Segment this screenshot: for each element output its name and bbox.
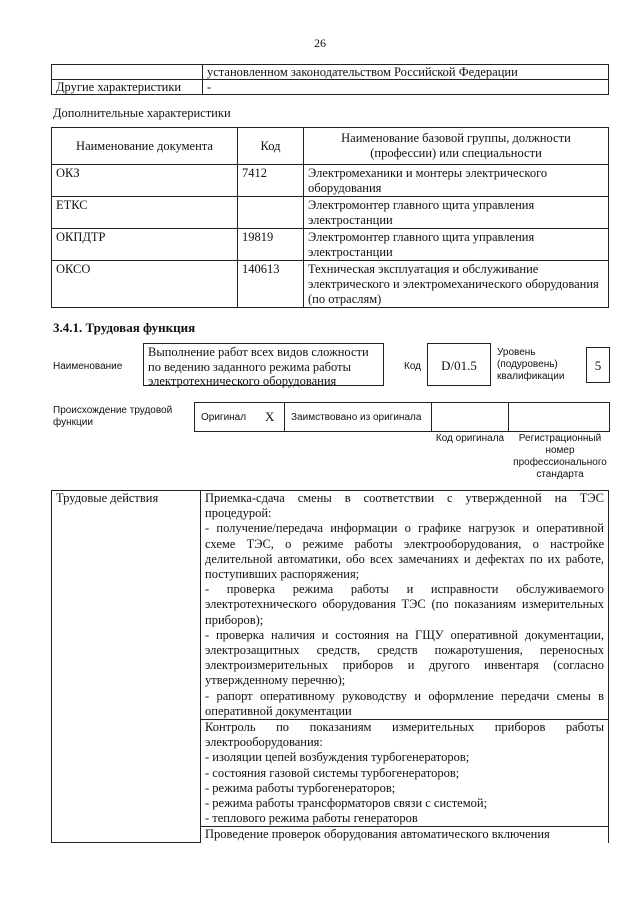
table-cell: 7412	[238, 165, 304, 197]
additional-characteristics-title: Дополнительные характеристики	[53, 106, 231, 120]
table-cell: -	[203, 80, 609, 95]
table-cell	[52, 65, 203, 80]
action-line: - режима работы турбогенераторов;	[205, 780, 396, 795]
origin-label: Происхождение трудовой функции	[53, 405, 173, 428]
table-cell: Электромонтер главного щита управления электростанции	[304, 229, 609, 261]
borrowed-label: Заимствовано из оригинала	[291, 412, 422, 423]
action-line: - режима работы трансформаторов связи с системой;	[205, 796, 488, 811]
action-line: - получение/передача информации о графике нагрузок и оперативной схеме ТЭС, о режиме работы электрооборудования, о настройке делительной автоматики, обо всех замечаниях и дефектах по их работе, поступивших распоряжения;	[205, 521, 604, 582]
origin-row	[194, 402, 610, 432]
table-cell: установленном законодательством Российской Федерации	[203, 65, 609, 80]
code-original-caption: Код оригинала	[435, 433, 505, 444]
page-number: 26	[314, 36, 326, 50]
table-cell	[238, 197, 304, 229]
action-line: - состояния газовой системы турбогенераторов;	[205, 765, 460, 780]
action-line: - теплового режима работы генераторов	[205, 811, 418, 826]
function-code-box: D/01.5	[427, 343, 491, 386]
table-cell: Электромеханики и монтеры электрического оборудования	[304, 165, 609, 197]
original-label: Оригинал	[201, 412, 247, 423]
table-cell: ОКСО	[52, 261, 238, 308]
qualification-level-box: 5	[586, 347, 610, 383]
column-header: Код	[238, 128, 304, 165]
column-header: Наименование документа	[52, 128, 238, 165]
action-line: Приемка-сдача смены в соответствии с утвержденной на ТЭС процедурой:	[205, 491, 604, 521]
table-cell: Техническая эксплуатация и обслуживание электрического и электромеханического оборудования (по отраслям)	[304, 261, 609, 308]
table-row	[52, 65, 609, 80]
divider	[431, 403, 432, 431]
table-cell: 19819	[238, 229, 304, 261]
table-row	[52, 165, 609, 197]
table-row	[52, 261, 609, 308]
name-label: Наименование	[53, 361, 123, 372]
divider	[508, 403, 509, 431]
table-header-row	[52, 128, 609, 165]
action-line: - проверка наличия и состояния на ГЩУ оперативной документации, электрозащитных средств, средств пожаротушения, переносных электроизмерительных приборов и другого инвентаря (согласно утвержденному перечню);	[205, 627, 604, 688]
additional-characteristics-table	[51, 127, 609, 308]
action-line: Проведение проверок оборудования автоматического включения	[205, 827, 550, 842]
table-row	[52, 80, 609, 95]
section-title: 3.4.1. Трудовая функция	[53, 320, 196, 335]
table-row	[52, 197, 609, 229]
table-cell	[201, 720, 609, 827]
code-label: Код	[404, 361, 422, 372]
action-line: - изоляции цепей возбуждения турбогенераторов;	[205, 750, 470, 765]
table-row	[52, 229, 609, 261]
table-cell	[201, 491, 609, 720]
table-cell: Другие характеристики	[52, 80, 203, 95]
original-mark: X	[265, 409, 275, 424]
reg-number-caption: Регистрационный номер профессионального стандарта	[513, 433, 607, 480]
column-header: Наименование базовой группы, должности (профессии) или специальности	[304, 128, 609, 165]
table-cell: 140613	[238, 261, 304, 308]
table-cell: ОКЗ	[52, 165, 238, 197]
labor-actions-label: Трудовые действия	[52, 491, 201, 843]
action-line: - проверка режима работы и исправности обслуживаемого электротехнического оборудования ТЭС (по показаниям измерительных приборов);	[205, 582, 604, 627]
action-line: Контроль по показаниям измерительных приборов работы электрооборудования:	[205, 720, 604, 750]
action-line: - рапорт оперативному руководству и оформление передачи смены в оперативной документации	[205, 688, 604, 718]
labor-actions-table	[51, 490, 609, 843]
divider	[284, 403, 285, 431]
table-cell	[201, 827, 609, 843]
table-row	[52, 491, 609, 720]
qualification-level-label: Уровень (подуровень) квалификации	[497, 347, 565, 382]
table-cell: ЕТКС	[52, 197, 238, 229]
top-characteristics-table	[51, 64, 609, 95]
table-cell: Электромонтер главного щита управления электростанции	[304, 197, 609, 229]
table-cell: ОКПДТР	[52, 229, 238, 261]
function-name-box: Выполнение работ всех видов сложности по ведению заданного режима работы электротехнического оборудования	[143, 343, 384, 386]
